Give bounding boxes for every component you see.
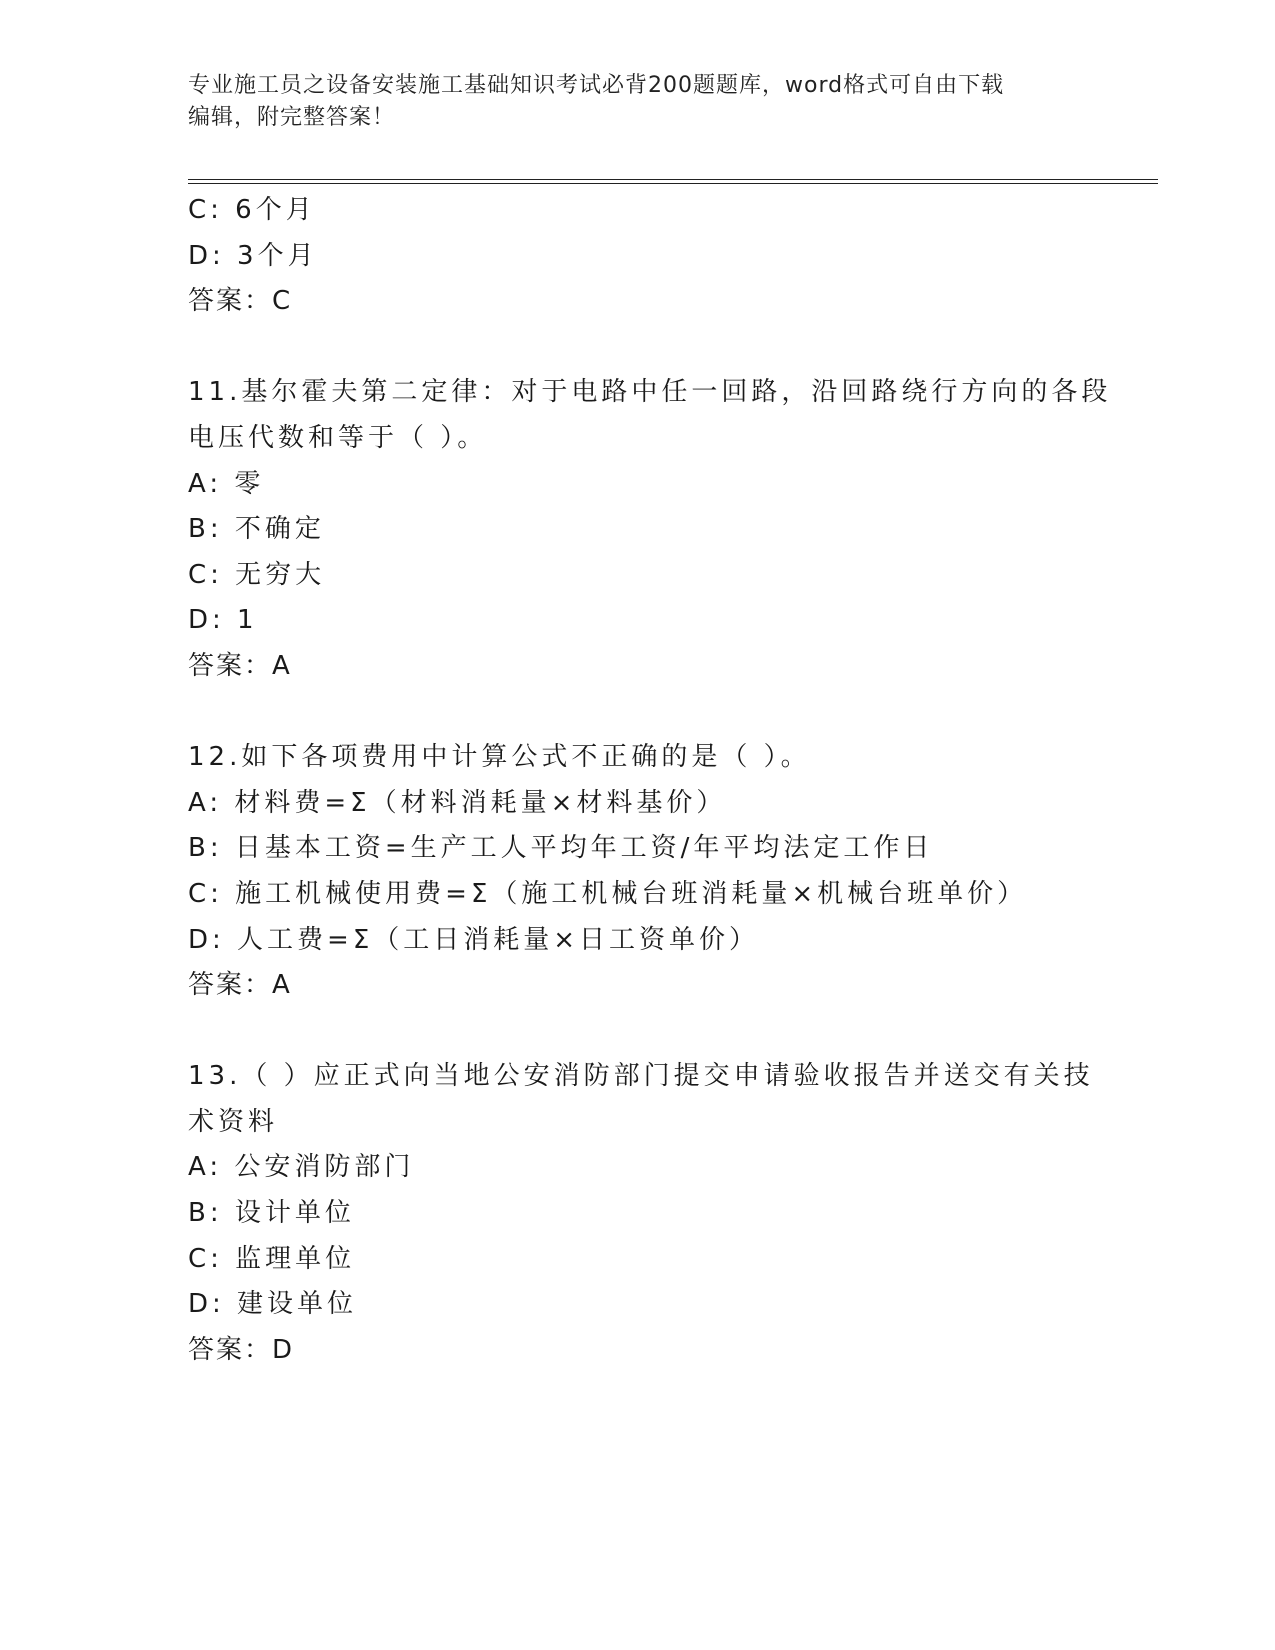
question-12 (188, 735, 1088, 1009)
answer-line: 答案：A (188, 970, 292, 1001)
option-c: C: 施工机械使用费=Σ（施工机械台班消耗量×机械台班单价） (188, 878, 1028, 909)
option-a: A: 零 (188, 468, 265, 499)
spacer (188, 1009, 1088, 1055)
option-c: C: 无穷大 (188, 559, 326, 590)
question-title-line: 11.基尔霍夫第二定律：对于电路中任一回路，沿回路绕行方向的各段 (188, 377, 1112, 408)
option-b: B: 不确定 (188, 514, 325, 545)
option-a: A: 材料费=Σ（材料消耗量×材料基价） (188, 787, 727, 818)
header-divider (188, 179, 1158, 184)
option-a: A: 公安消防部门 (188, 1152, 415, 1183)
question-11 (188, 370, 1112, 689)
prev-question-block (188, 188, 1088, 325)
question-title-line: 电压代数和等于（ ）。 (188, 422, 488, 453)
answer-line: 答案：A (188, 650, 292, 681)
answer-line: 答案：D (188, 1334, 295, 1365)
option-d: D: 建设单位 (188, 1289, 358, 1320)
option-c: C: 6个月 (188, 195, 316, 225)
option-b: B: 日基本工资=生产工人平均年工资/年平均法定工作日 (188, 833, 934, 864)
option-d: D: 1 (188, 605, 258, 636)
document-header (188, 70, 1088, 134)
option-d: D: 3个月 (188, 240, 318, 271)
question-13 (188, 1054, 1094, 1373)
spacer (188, 690, 1088, 736)
question-content (188, 188, 1112, 1373)
spacer (188, 325, 1088, 371)
question-title-line: 12.如下各项费用中计算公式不正确的是（ ）。 (188, 742, 811, 773)
question-title-line: 13.（ ）应正式向当地公安消防部门提交申请验收报告并送交有关技 (188, 1061, 1094, 1092)
option-d: D: 人工费=Σ（工日消耗量×日工资单价） (188, 924, 760, 955)
header-line-1: 专业施工员之设备安装施工基础知识考试必背200题题库，word格式可自由下载 (188, 73, 1005, 98)
question-title-line: 术资料 (188, 1106, 279, 1137)
header-line-2: 编辑，附完整答案！ (188, 105, 396, 130)
answer-line: 答案：C (188, 286, 293, 317)
option-c: C: 监理单位 (188, 1243, 356, 1274)
option-b: B: 设计单位 (188, 1198, 355, 1229)
